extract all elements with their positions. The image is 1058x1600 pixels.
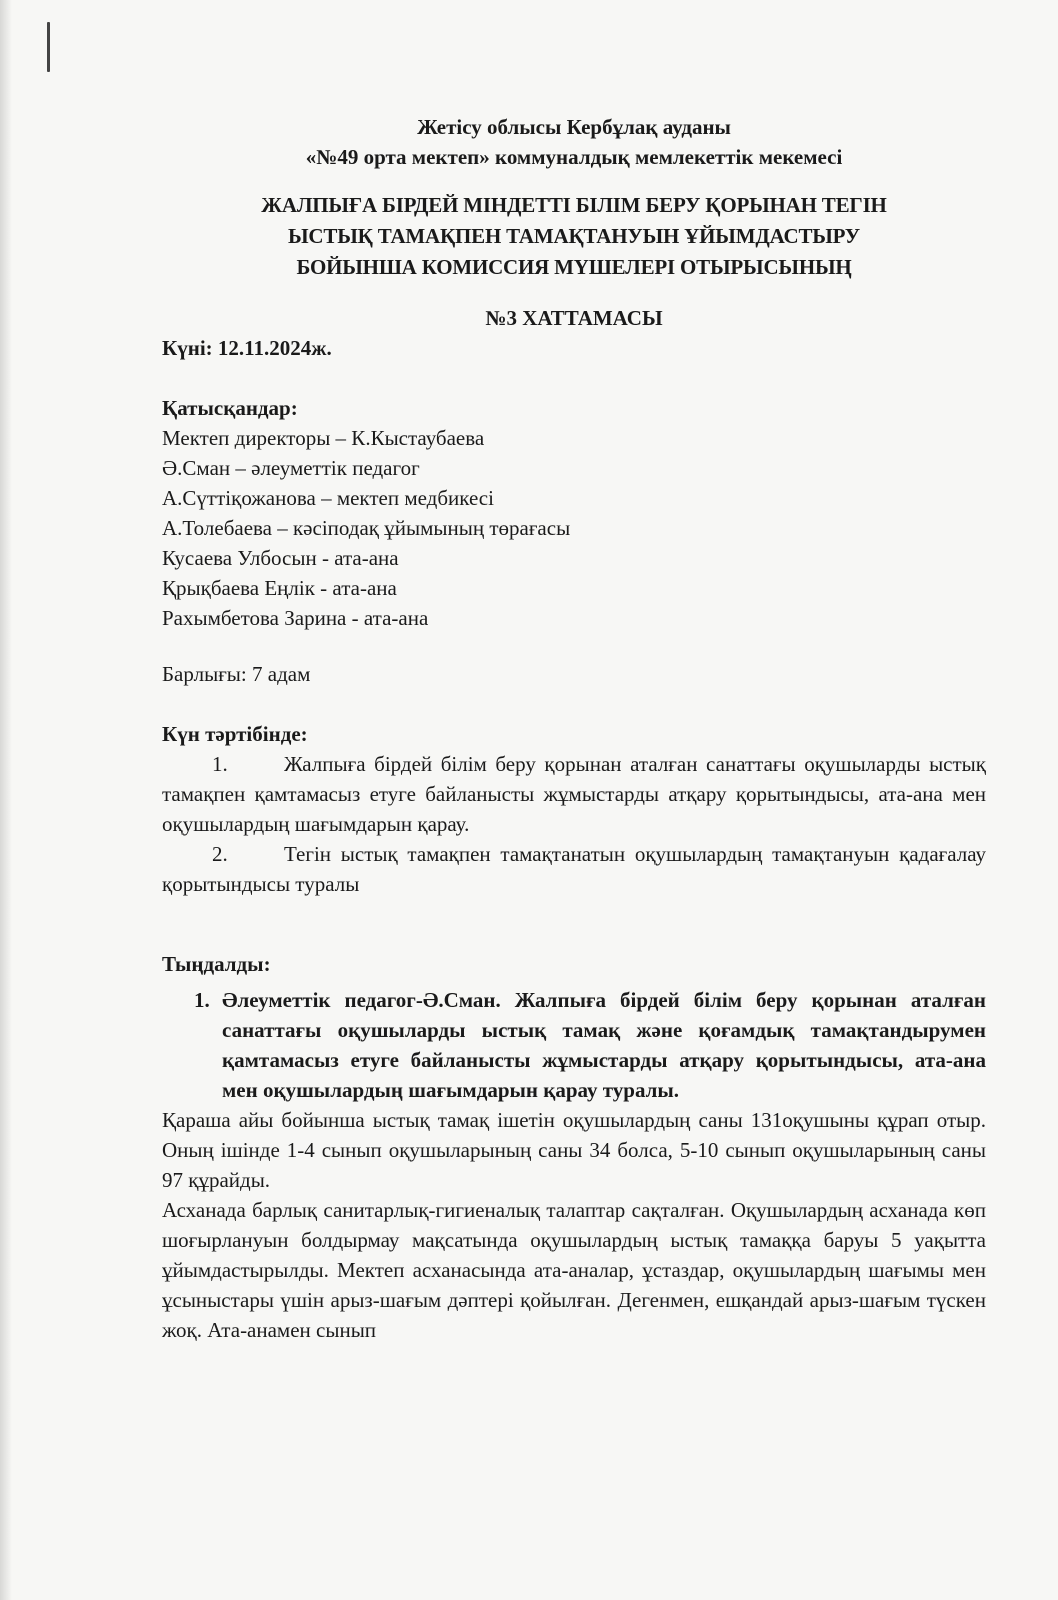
document-page [162,112,986,1345]
heard-heading: Тыңдалды: [162,952,271,976]
page-edge-shadow [0,0,12,1600]
document-title [162,190,986,283]
protocol-number: №3 ХАТТАМАСЫ [485,306,663,330]
participant-item: Қрықбаева Еңлік - ата-ана [162,576,397,600]
header-region-line: Жетісу облысы Кербұлақ ауданы [417,115,731,139]
participants-heading: Қатысқандар: [162,396,298,420]
paragraph-student-count: Қараша айы бойынша ыстық тамақ ішетін оқушылардың саны 131оқушыны құрап отыр. Оның ішінде 1-4 сынып оқушыларының саны 34 болса, 5-10 сынып оқушыларының саны 97 құрайды. [162,1108,986,1192]
participant-item: Ә.Сман – әлеуметтік педагог [162,456,420,480]
agenda-section [162,719,986,899]
participants-list [162,423,986,633]
title-line-1: ЖАЛПЫҒА БІРДЕЙ МІНДЕТТІ БІЛІМ БЕРУ ҚОРЫНАН ТЕГІН [261,193,887,217]
margin-pen-mark [47,22,50,72]
heard-item-number: 1. [194,988,210,1012]
agenda-item-text: Тегін ыстық тамақпен тамақтанатын оқушылардың тамақтануын қадағалау қорытындысы туралы [162,842,986,896]
paragraph-canteen: Асханада барлық санитарлық-гигиеналық талаптар сақталған. Оқушылардың асханада көп шоғырлануын болдырмау мақсатында оқушылардың ыстық тамаққа баруы 5 уақытта ұйымдастырылды. Мектеп асханасында ата-аналар, ұстаздар, оқушылардың шағымы мен ұсыныстары үшін арыз-шағым дәптері қойылған. Дегенмен, ешқандай арыз-шағым түскен жоқ. Ата-анамен сынып [162,1198,986,1342]
agenda-item-2 [162,839,986,899]
heard-item-text: Әлеуметтік педагог-Ә.Сман. Жалпыға бірдей білім беру қорынан аталған санаттағы оқушыларды ыстық тамақ және қоғамдық тамақтандырумен қамтамасыз етуге байланысты жұмыстарды атқару қорытындысы, ата-ана мен оқушылардың шағымдарын қарау туралы. [222,988,986,1102]
heard-item-1 [162,985,986,1105]
participant-item: А.Толебаева – кәсіподақ ұйымының төрағасы [162,516,571,540]
participant-item: А.Сүттіқожанова – мектеп медбикесі [162,486,494,510]
participants-section [162,393,986,689]
agenda-item-number: 2. [212,842,228,866]
participant-item: Рахымбетова Зарина - ата-ана [162,606,429,630]
header-school-line: «№49 орта мектеп» коммуналдық мемлекеттік мекемесі [305,145,843,169]
agenda-item-number: 1. [212,752,228,776]
title-line-2: ЫСТЫҚ ТАМАҚПЕН ТАМАҚТАНУЫН ҰЙЫМДАСТЫРУ [288,224,860,248]
meeting-date: Күні: 12.11.2024ж. [162,336,332,360]
agenda-heading: Күн тәртібінде: [162,722,308,746]
agenda-item-1 [162,749,986,839]
heard-section [162,949,986,1345]
title-line-3: БОЙЫНША КОМИССИЯ МҮШЕЛЕРІ ОТЫРЫСЫНЫҢ [296,255,852,279]
agenda-item-text: Жалпыға бірдей білім беру қорынан аталған санаттағы оқушыларды ыстық тамақпен қамтамасыз етуге байланысты жұмыстарды атқару қорытындысы, ата-ана мен оқушылардың шағымдарын қарау. [162,752,986,836]
participant-item: Мектеп директоры – К.Кыстаубаева [162,426,485,450]
participants-total: Барлығы: 7 адам [162,662,311,686]
participant-item: Кусаева Улбосын - ата-ана [162,546,399,570]
